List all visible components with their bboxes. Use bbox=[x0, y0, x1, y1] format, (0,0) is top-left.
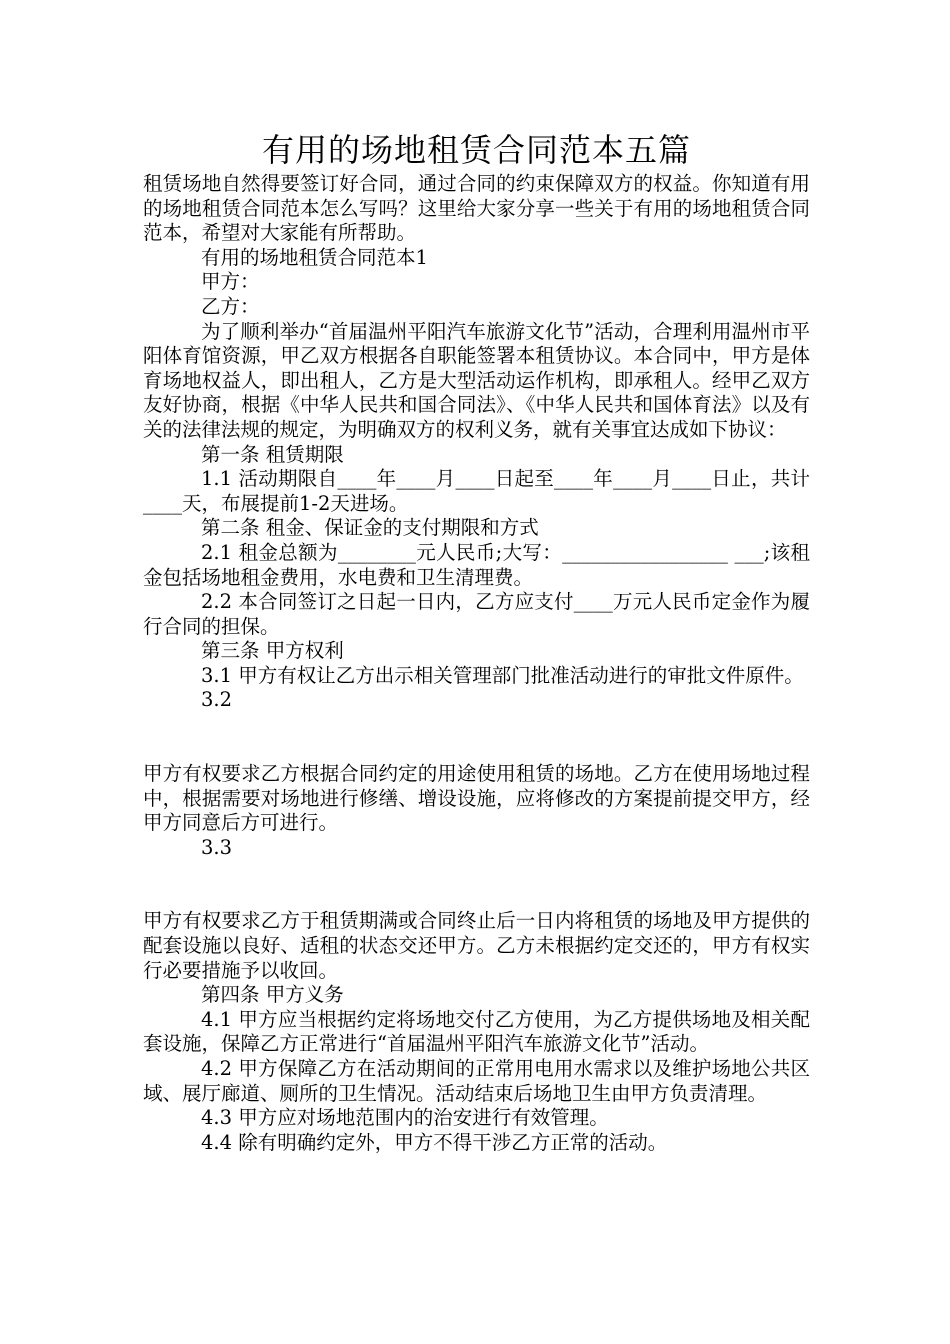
clause-2-2: 2.2 本合同签订之日起一日内，乙方应支付____万元人民币定金作为履行合同的担保。 bbox=[143, 590, 810, 638]
clause-3-3-number: 3.3 bbox=[201, 835, 233, 859]
document-page bbox=[143, 128, 810, 1155]
clause-3-2-text: 甲方有权要求乙方根据合同约定的用途使用租赁的场地。乙方在使用场地过程中，根据需要对场地进行修缮、增设设施，应将修改的方案提前提交甲方，经甲方同意后方可进行。 bbox=[143, 762, 810, 835]
clause-3-1: 3.1 甲方有权让乙方出示相关管理部门批准活动进行的审批文件原件。 bbox=[201, 663, 804, 687]
party-b-line: 乙方： bbox=[201, 294, 260, 318]
clause-4-2: 4.2 甲方保障乙方在活动期间的正常用电用水需求以及维护场地公共区域、展厅廊道、厕所的卫生情况。活动结束后场地卫生由甲方负责清理。 bbox=[143, 1057, 810, 1105]
document-title: 有用的场地租赁合同范本五篇 bbox=[261, 131, 691, 169]
article-3-heading: 第三条 甲方权利 bbox=[201, 639, 344, 663]
clause-1-1: 1.1 活动期限自____年____月____日起至____年____月____日止，共计____天，布展提前1-2天进场。 bbox=[143, 467, 810, 515]
clause-3-2-number: 3.2 bbox=[201, 688, 233, 712]
article-2-heading: 第二条 租金、保证金的支付期限和方式 bbox=[201, 516, 539, 540]
sample-heading: 有用的场地租赁合同范本1 bbox=[201, 245, 428, 269]
preamble-paragraph: 为了顺利举办“首届温州平阳汽车旅游文化节”活动，合理利用温州市平阳体育馆资源，甲乙双方根据各自职能签署本租赁协议。本合同中，甲方是体育场地权益人，即出租人，乙方是大型活动运作机构，即承租人。经甲乙双方友好协商，根据《中华人民共和国合同法》、《中华人民共和国体育法》以及有关的法律法规的规定，为明确双方的权利义务，就有关事宜达成如下协议： bbox=[143, 319, 810, 441]
blank-gap bbox=[143, 713, 810, 762]
blank-gap bbox=[143, 860, 810, 909]
clause-4-4: 4.4 除有明确约定外，甲方不得干涉乙方正常的活动。 bbox=[201, 1130, 668, 1154]
clause-4-1: 4.1 甲方应当根据约定将场地交付乙方使用，为乙方提供场地及相关配套设施，保障乙方正常进行“首届温州平阳汽车旅游文化节”活动。 bbox=[143, 1007, 810, 1056]
article-1-heading: 第一条 租赁期限 bbox=[201, 442, 344, 466]
clause-3-3-text: 甲方有权要求乙方于租赁期满或合同终止后一日内将租赁的场地及甲方提供的配套设施以良好、适租的状态交还甲方。乙方未根据约定交还的，甲方有权实行必要措施予以收回。 bbox=[143, 909, 810, 982]
clause-4-3: 4.3 甲方应对场地范围内的治安进行有效管理。 bbox=[201, 1106, 609, 1130]
intro-paragraph: 租赁场地自然得要签订好合同，通过合同的约束保障双方的权益。你知道有用的场地租赁合同范本怎么写吗？这里给大家分享一些关于有用的场地租赁合同范本，希望对大家能有所帮助。 bbox=[143, 172, 810, 245]
party-a-line: 甲方： bbox=[201, 270, 260, 294]
article-4-heading: 第四条 甲方义务 bbox=[201, 983, 344, 1007]
clause-2-1: 2.1 租金总额为________元人民币;大写：_________________ ___;该租金包括场地租金费用，水电费和卫生清理费。 bbox=[143, 540, 810, 589]
